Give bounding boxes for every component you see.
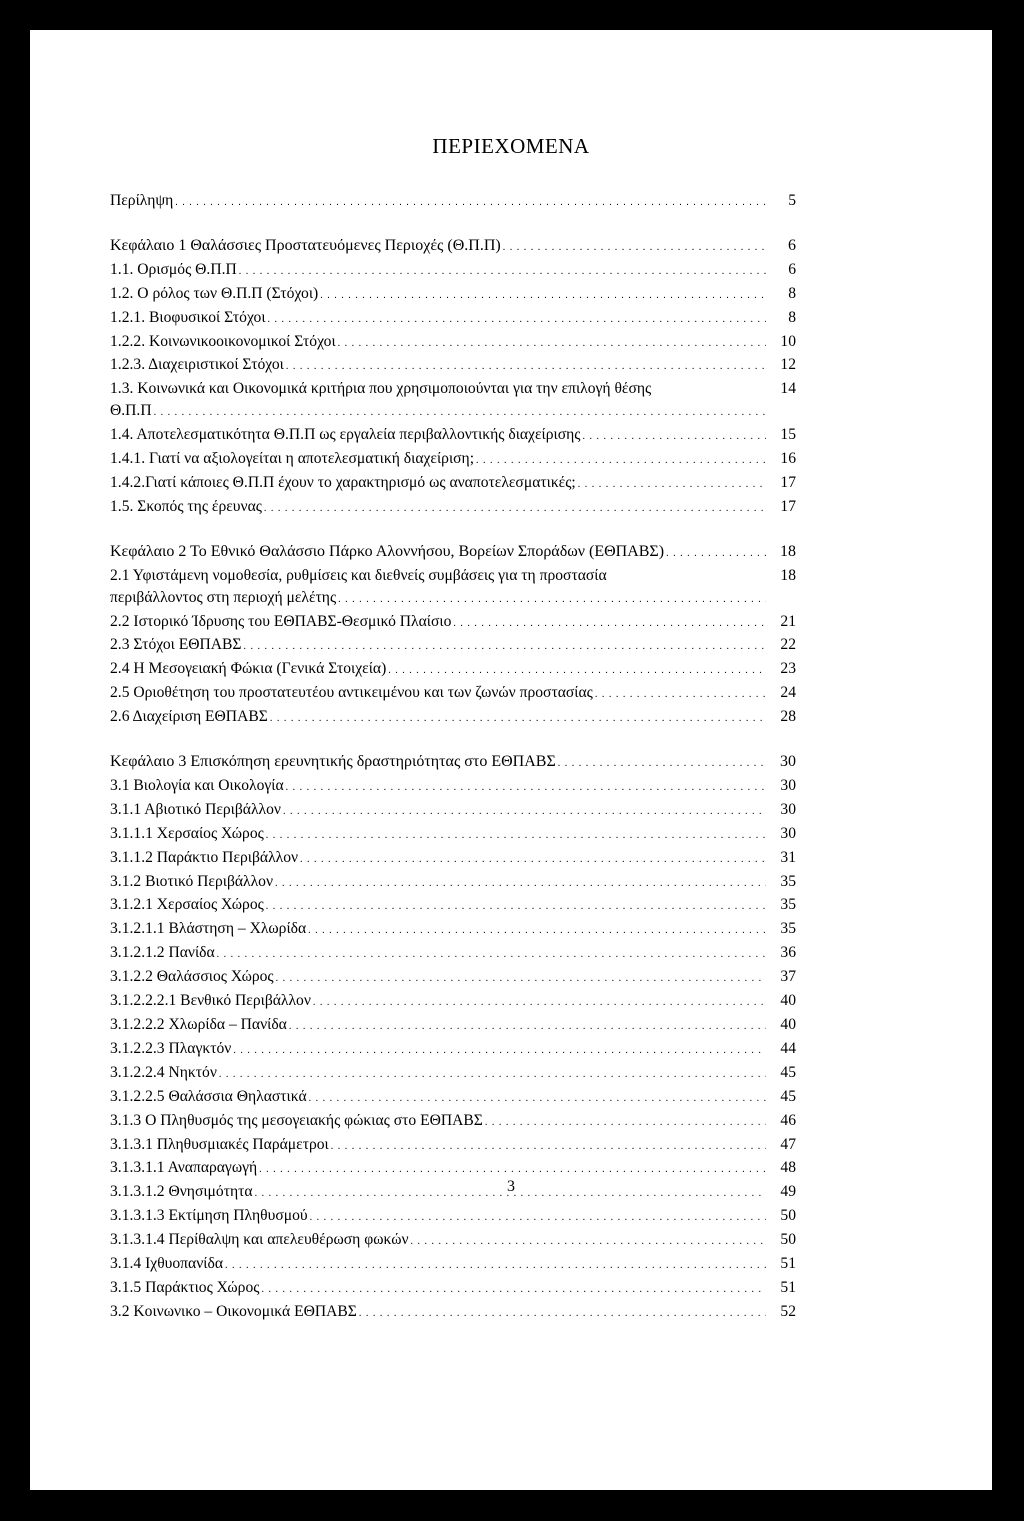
dot-leader <box>476 448 766 472</box>
toc-entry-page: 31 <box>780 848 796 866</box>
dot-leader <box>276 966 766 990</box>
toc-entry-page: 37 <box>780 968 796 986</box>
dot-leader <box>320 283 766 307</box>
dot-leader <box>359 1301 766 1325</box>
toc-entry-title: 3.1.3.1.3 Εκτίμηση Πληθυσμού <box>110 1207 308 1225</box>
toc-entry-page: 28 <box>780 708 796 726</box>
toc-entry-page: 17 <box>780 497 796 515</box>
toc-entry <box>110 966 796 990</box>
toc-entry-title: Περίληψη <box>110 192 174 209</box>
dot-leader <box>266 823 766 847</box>
toc-entry-summary <box>110 190 796 214</box>
toc-entry-page: 49 <box>780 1183 796 1201</box>
toc-entry <box>110 378 796 400</box>
toc-entry-page: 6 <box>788 260 796 278</box>
toc-entry-page: 24 <box>780 684 796 702</box>
toc-entry-title: 3.1.5 Παράκτιος Χώρος <box>110 1278 260 1296</box>
dot-leader <box>309 1086 766 1110</box>
dot-leader <box>286 354 766 378</box>
toc-entry-title: 3.1.2.2.3 Πλαγκτόν <box>110 1039 232 1057</box>
toc-entry-title: 3.1.3.1.4 Περίθαλψη και απελευθέρωση φωκών <box>110 1231 409 1249</box>
toc-entry-title: Κεφάλαιο 2 Το Εθνικό Θαλάσσιο Πάρκο Αλοννήσου, Βορείων Σποράδων (ΕΘΠΑΒΣ) <box>110 542 665 560</box>
toc-entry-page: 15 <box>780 426 796 444</box>
toc-entry-title: 3.1.3.1 Πληθυσμιακές Παράμετροι <box>110 1135 329 1153</box>
toc-entry <box>110 1110 796 1134</box>
toc-entry <box>110 634 796 658</box>
toc-entry <box>110 918 796 942</box>
toc-entry <box>110 331 796 355</box>
dot-leader <box>313 990 766 1014</box>
toc-entry <box>110 871 796 895</box>
toc-entry-page: 12 <box>780 356 796 374</box>
toc-entry-page: 16 <box>780 450 796 468</box>
toc-entry-title: περιβάλλοντος στη περιοχή μελέτης <box>110 588 337 606</box>
toc-entry <box>110 1134 796 1158</box>
toc-entry <box>110 611 796 635</box>
toc-entry-page: 21 <box>780 612 796 630</box>
toc-entry <box>110 1253 796 1277</box>
toc-entry-title: 3.1 Βιολογία και Οικολογία <box>110 776 284 794</box>
toc-entry-page: 10 <box>780 332 796 350</box>
toc-entry-page: 50 <box>780 1207 796 1225</box>
toc-entry <box>110 799 796 823</box>
toc-entry <box>110 894 796 918</box>
toc-entry-page: 51 <box>780 1255 796 1273</box>
toc-entry-page: 6 <box>788 236 796 254</box>
toc-entry <box>110 990 796 1014</box>
toc-entry-title: 3.1.3.1.2 Θνησιμότητα <box>110 1183 253 1201</box>
toc-entry-title: 2.4 Η Μεσογειακή Φώκια (Γενικά Στοιχεία) <box>110 660 387 678</box>
toc-entry <box>110 1229 796 1253</box>
dot-leader <box>275 871 766 895</box>
toc-entry-page: 45 <box>780 1063 796 1081</box>
toc-entry <box>110 942 796 966</box>
dot-leader <box>268 307 766 331</box>
toc-entry-title: 3.1.4 Ιχθυοπανίδα <box>110 1255 223 1273</box>
toc-entry-page: 45 <box>780 1087 796 1105</box>
toc-entry-title: 2.5 Οριοθέτηση του προστατευτέου αντικειμένου και των ζωνών προστασίας <box>110 684 593 702</box>
chapter-heading <box>110 751 796 775</box>
toc-entry-title: 2.6 Διαχείριση ΕΘΠΑΒΣ <box>110 708 268 726</box>
toc-entry-page: 50 <box>780 1231 796 1249</box>
toc-entry-title: 2.2 Ιστορικό Ίδρυσης του ΕΘΠΑΒΣ-Θεσμικό Πλαίσιο <box>110 612 452 630</box>
toc-entry <box>110 658 796 682</box>
dot-leader <box>239 259 766 283</box>
toc-entry <box>110 682 796 706</box>
dot-leader <box>411 1229 766 1253</box>
dot-leader <box>225 1253 766 1277</box>
toc-entry-page: 8 <box>788 308 796 326</box>
chapter-heading <box>110 235 796 259</box>
toc-entry <box>110 1205 796 1229</box>
dot-leader <box>558 751 766 775</box>
toc-entry-page: 14 <box>780 380 796 398</box>
toc-entry <box>110 259 796 283</box>
toc-entry-title: 1.5. Σκοπός της έρευνας <box>110 497 262 515</box>
toc-entry-title: 3.1.2.1 Χερσαίος Χώρος <box>110 896 264 914</box>
dot-leader <box>503 235 766 259</box>
dot-leader <box>338 587 766 611</box>
toc-entry-page: 46 <box>780 1111 796 1129</box>
toc-entry-title: 3.1.2.2.2 Χλωρίδα – Πανίδα <box>110 1016 287 1033</box>
toc-entry <box>110 1301 796 1325</box>
page-title: ΠΕΡΙΕΧΟΜΕΝΑ <box>432 134 590 158</box>
toc-entry-page: 5 <box>788 192 796 209</box>
toc-entry-title: Κεφάλαιο 3 Επισκόπηση ερευνητικής δραστηριότητας στο ΕΘΠΑΒΣ <box>110 753 556 771</box>
dot-leader <box>453 611 766 635</box>
toc-entry-page: 17 <box>780 473 796 491</box>
dot-leader <box>261 1277 766 1301</box>
toc-entry-page: 40 <box>780 992 796 1010</box>
dot-leader <box>310 1205 766 1229</box>
toc-entry-page: 40 <box>780 1016 796 1033</box>
dot-leader <box>233 1038 766 1062</box>
chapter-heading <box>110 541 796 565</box>
toc-entry-title: 2.3 Στόχοι ΕΘΠΑΒΣ <box>110 636 242 654</box>
toc-entry-page: 30 <box>780 753 796 771</box>
dot-leader <box>338 331 766 355</box>
dot-leader <box>300 847 766 871</box>
toc-entry-title: Κεφάλαιο 1 Θαλάσσιες Προστατευόμενες Περιοχές (Θ.Π.Π) <box>110 236 501 254</box>
toc-entry <box>110 424 796 448</box>
toc-entry-page: 30 <box>780 800 796 818</box>
toc-entry-page: 30 <box>780 776 796 794</box>
dot-leader <box>266 894 766 918</box>
dot-leader <box>286 775 766 799</box>
toc-entry-title: 1.4.1. Γιατί να αξιολογείται η αποτελεσματική διαχείριση; <box>110 450 475 468</box>
dot-leader <box>264 496 766 520</box>
toc-entry-title: 3.1.1.1 Χερσαίος Χώρος <box>110 824 264 842</box>
dot-leader <box>582 424 766 448</box>
toc-entry-title: 1.2.1. Βιοφυσικοί Στόχοι <box>110 308 266 326</box>
toc-entry <box>110 706 796 730</box>
toc-entry <box>110 496 796 520</box>
toc-entry <box>110 472 796 496</box>
toc-entry <box>110 847 796 871</box>
table-of-contents <box>110 190 796 1325</box>
dot-leader <box>331 1134 766 1158</box>
toc-entry-title: 1.4. Αποτελεσματικότητα Θ.Π.Π ως εργαλεία περιβαλλοντικής διαχείρισης <box>110 426 581 444</box>
toc-entry <box>110 775 796 799</box>
toc-entry-title: 3.1.2.1.2 Πανίδα <box>110 944 215 962</box>
toc-entry-page: 18 <box>780 566 796 584</box>
toc-entry-title: 1.2.3. Διαχειριστικοί Στόχοι <box>110 356 284 374</box>
toc-entry-page: 35 <box>780 896 796 914</box>
toc-entry-title: 1.2. Ο ρόλος των Θ.Π.Π (Στόχοι) <box>110 284 319 302</box>
toc-entry <box>110 1086 796 1110</box>
toc-entry <box>110 283 796 307</box>
toc-entry <box>110 1062 796 1086</box>
toc-entry-page: 8 <box>788 284 796 302</box>
dot-leader <box>219 1062 766 1086</box>
toc-entry-title: 3.1.1 Αβιοτικό Περιβάλλον <box>110 800 281 818</box>
toc-entry <box>110 448 796 472</box>
toc-entry-page: 51 <box>780 1278 796 1296</box>
toc-entry-title: 3.1.2 Βιοτικό Περιβάλλον <box>110 872 274 890</box>
document-page <box>30 30 992 1490</box>
dot-leader <box>308 918 766 942</box>
dot-leader <box>595 682 766 706</box>
toc-entry-page: 48 <box>780 1159 796 1177</box>
toc-entry <box>110 1277 796 1301</box>
toc-entry-page: 22 <box>780 636 796 654</box>
toc-entry-continuation <box>110 587 796 611</box>
dot-leader <box>578 472 766 496</box>
toc-entry <box>110 1014 796 1038</box>
dot-leader <box>666 541 766 565</box>
toc-entry-page: 36 <box>780 944 796 962</box>
toc-entry-page: 23 <box>780 660 796 678</box>
toc-entry-title: 3.1.2.1.1 Βλάστηση – Χλωρίδα <box>110 920 307 938</box>
toc-entry-page: 18 <box>780 542 796 560</box>
toc-entry-title: Θ.Π.Π <box>110 402 152 420</box>
toc-entry-title: 3.1.3.1.1 Αναπαραγωγή <box>110 1159 258 1177</box>
toc-entry <box>110 307 796 331</box>
toc-entry-title: 3.1.1.2 Παράκτιο Περιβάλλον <box>110 848 299 866</box>
toc-entry-title: 1.2.2. Κοινωνικοοικονομικοί Στόχοι <box>110 332 336 350</box>
toc-entry-title: 3.1.2.2.5 Θαλάσσια Θηλαστικά <box>110 1087 307 1105</box>
toc-entry <box>110 354 796 378</box>
toc-entry <box>110 823 796 847</box>
toc-entry-continuation <box>110 400 796 424</box>
toc-entry-title: 3.1.2.2.2.1 Βενθικό Περιβάλλον <box>110 992 311 1010</box>
toc-entry-title: 3.1.2.2.4 Νηκτόν <box>110 1063 217 1081</box>
dot-leader <box>485 1110 766 1134</box>
page-number: 3 <box>507 1178 515 1195</box>
toc-entry-page: 35 <box>780 920 796 938</box>
toc-entry-title: 2.1 Υφιστάμενη νομοθεσία, ρυθμίσεις και διεθνείς συμβάσεις για τη προστασία <box>110 566 607 584</box>
toc-entry <box>110 1038 796 1062</box>
dot-leader <box>154 400 766 424</box>
dot-leader <box>388 658 766 682</box>
dot-leader <box>244 634 766 658</box>
toc-entry <box>110 565 796 587</box>
dot-leader <box>289 1014 766 1038</box>
toc-entry-title: 3.1.3 Ο Πληθυσμός της μεσογειακής φώκιας στο ΕΘΠΑΒΣ <box>110 1111 483 1129</box>
toc-entry-title: 1.1. Ορισμός Θ.Π.Π <box>110 260 237 278</box>
dot-leader <box>175 190 766 214</box>
dot-leader <box>283 799 766 823</box>
toc-entry-page: 44 <box>780 1039 796 1057</box>
toc-entry-page: 52 <box>780 1302 796 1320</box>
dot-leader <box>270 706 766 730</box>
toc-entry-title: 1.3. Κοινωνικά και Οικονομικά κριτήρια που χρησιμοποιούνται για την επιλογή θέσης <box>110 380 652 398</box>
dot-leader <box>217 942 766 966</box>
toc-entry-title: 3.1.2.2 Θαλάσσιος Χώρος <box>110 968 274 986</box>
toc-entry-page: 47 <box>780 1135 796 1153</box>
toc-entry-title: 1.4.2.Γιατί κάποιες Θ.Π.Π έχουν το χαρακτηρισμό ως αναποτελεσματικές; <box>110 473 576 491</box>
toc-entry-page: 30 <box>780 824 796 842</box>
toc-entry-title: 3.2 Κοινωνικο – Οικονομικά ΕΘΠΑΒΣ <box>110 1302 357 1320</box>
toc-entry-page: 35 <box>780 872 796 890</box>
